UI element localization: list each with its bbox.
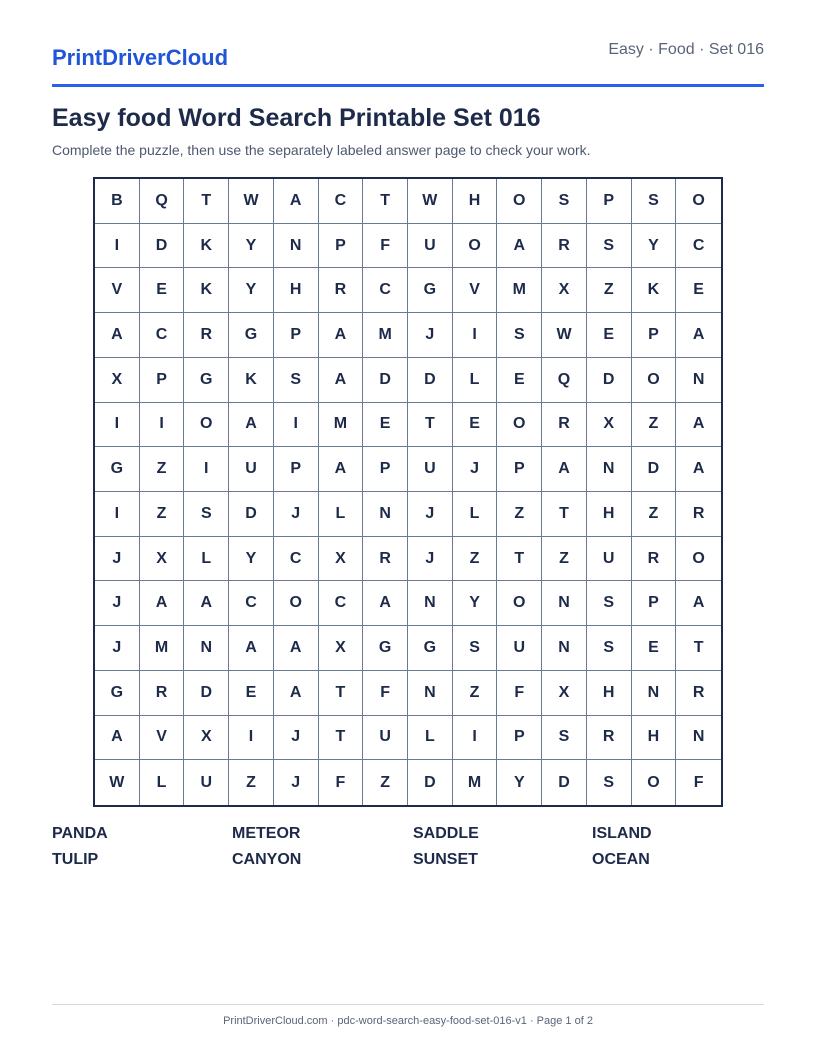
grid-cell: U — [229, 447, 274, 492]
grid-cell: E — [497, 358, 542, 403]
grid-cell: I — [453, 716, 498, 761]
grid-cell: E — [453, 403, 498, 448]
grid-cell: Y — [632, 224, 677, 269]
grid-cell: N — [676, 358, 721, 403]
grid-cell: A — [229, 626, 274, 671]
grid-cell: X — [587, 403, 632, 448]
grid-cell: R — [319, 268, 364, 313]
grid-cell: D — [408, 358, 453, 403]
grid-cell: S — [542, 716, 587, 761]
grid-cell: R — [587, 716, 632, 761]
grid-cell: M — [453, 760, 498, 805]
grid-cell: Z — [453, 671, 498, 716]
grid-cell: J — [95, 581, 140, 626]
grid-cell: P — [319, 224, 364, 269]
page-title: Easy food Word Search Printable Set 016 — [52, 104, 541, 132]
grid-cell: X — [184, 716, 229, 761]
grid-cell: F — [363, 671, 408, 716]
grid-cell: Z — [497, 492, 542, 537]
grid-cell: S — [587, 581, 632, 626]
grid-cell: O — [632, 760, 677, 805]
grid-cell: Q — [140, 179, 185, 224]
grid-cell: D — [229, 492, 274, 537]
grid-cell: H — [453, 179, 498, 224]
grid-cell: R — [140, 671, 185, 716]
grid-cell: N — [542, 581, 587, 626]
grid-cell: P — [497, 447, 542, 492]
grid-cell: U — [363, 716, 408, 761]
grid-cell: R — [363, 537, 408, 582]
grid-cell: A — [95, 716, 140, 761]
grid-cell: A — [184, 581, 229, 626]
grid-cell: P — [274, 313, 319, 358]
grid-cell: O — [497, 581, 542, 626]
grid-cell: I — [95, 492, 140, 537]
grid-cell: S — [497, 313, 542, 358]
grid-cell: S — [453, 626, 498, 671]
brand-logo[interactable]: PrintDriverCloud — [52, 45, 229, 70]
grid-cell: A — [363, 581, 408, 626]
grid-cell: R — [542, 403, 587, 448]
grid-cell: A — [676, 403, 721, 448]
grid-cell: O — [497, 179, 542, 224]
grid-cell: R — [676, 671, 721, 716]
grid-cell: E — [363, 403, 408, 448]
grid-cell: J — [408, 313, 453, 358]
word-search-grid — [93, 177, 723, 807]
word-list-item: OCEAN — [592, 851, 650, 868]
grid-cell: A — [319, 358, 364, 403]
grid-cell: P — [632, 581, 677, 626]
grid-cell: N — [408, 671, 453, 716]
grid-cell: A — [319, 447, 364, 492]
grid-cell: P — [363, 447, 408, 492]
grid-cell: T — [542, 492, 587, 537]
grid-cell: D — [587, 358, 632, 403]
grid-cell: R — [542, 224, 587, 269]
grid-cell: I — [95, 224, 140, 269]
grid-cell: G — [95, 447, 140, 492]
grid-cell: G — [229, 313, 274, 358]
grid-cell: J — [95, 626, 140, 671]
grid-cell: Z — [140, 492, 185, 537]
grid-cell: X — [319, 626, 364, 671]
grid-cell: A — [229, 403, 274, 448]
grid-cell: W — [229, 179, 274, 224]
grid-cell: K — [184, 224, 229, 269]
grid-cell: A — [274, 626, 319, 671]
grid-cell: C — [363, 268, 408, 313]
grid-cell: I — [274, 403, 319, 448]
grid-cell: T — [497, 537, 542, 582]
grid-cell: S — [587, 760, 632, 805]
grid-cell: A — [140, 581, 185, 626]
grid-cell: X — [95, 358, 140, 403]
grid-cell: F — [363, 224, 408, 269]
grid-cell: O — [497, 403, 542, 448]
grid-cell: P — [274, 447, 319, 492]
grid-cell: S — [587, 626, 632, 671]
grid-cell: O — [274, 581, 319, 626]
grid-cell: Z — [140, 447, 185, 492]
grid-cell: E — [140, 268, 185, 313]
grid-cell: Y — [229, 224, 274, 269]
word-list-item: TULIP — [52, 851, 99, 868]
grid-cell: T — [319, 671, 364, 716]
grid-cell: H — [587, 492, 632, 537]
grid-cell: K — [632, 268, 677, 313]
grid-cell: S — [542, 179, 587, 224]
grid-cell: T — [408, 403, 453, 448]
grid-cell: G — [363, 626, 408, 671]
grid-cell: O — [676, 537, 721, 582]
grid-cell: M — [363, 313, 408, 358]
grid-cell: N — [363, 492, 408, 537]
grid-cell: A — [676, 581, 721, 626]
grid-cell: N — [587, 447, 632, 492]
grid-cell: H — [274, 268, 319, 313]
grid-cell: D — [542, 760, 587, 805]
grid-cell: X — [542, 268, 587, 313]
grid-cell: L — [453, 358, 498, 403]
grid-cell: K — [184, 268, 229, 313]
grid-cell: T — [319, 716, 364, 761]
grid-cell: E — [587, 313, 632, 358]
word-list-item: METEOR — [232, 825, 301, 842]
grid-cell: Z — [632, 403, 677, 448]
grid-cell: I — [229, 716, 274, 761]
grid-cell: E — [229, 671, 274, 716]
grid-cell: I — [140, 403, 185, 448]
grid-cell: J — [274, 716, 319, 761]
grid-cell: A — [676, 447, 721, 492]
grid-cell: Z — [587, 268, 632, 313]
grid-cell: U — [587, 537, 632, 582]
grid-cell: Y — [229, 268, 274, 313]
grid-cell: C — [676, 224, 721, 269]
grid-cell: H — [587, 671, 632, 716]
grid-cell: F — [319, 760, 364, 805]
grid-cell: C — [229, 581, 274, 626]
grid-cell: O — [453, 224, 498, 269]
grid-cell: D — [408, 760, 453, 805]
grid-cell: F — [497, 671, 542, 716]
grid-cell: P — [587, 179, 632, 224]
grid-cell: D — [632, 447, 677, 492]
grid-cell: Z — [363, 760, 408, 805]
grid-cell: J — [453, 447, 498, 492]
grid-cell: P — [632, 313, 677, 358]
grid-cell: U — [497, 626, 542, 671]
grid-cell: M — [497, 268, 542, 313]
grid-cell: I — [184, 447, 229, 492]
grid-cell: P — [140, 358, 185, 403]
grid-cell: Y — [229, 537, 274, 582]
grid-cell: G — [95, 671, 140, 716]
grid-cell: X — [140, 537, 185, 582]
grid-cell: J — [274, 760, 319, 805]
grid-cell: Y — [453, 581, 498, 626]
grid-cell: A — [274, 671, 319, 716]
breadcrumb: Easy · Food · Set 016 — [608, 41, 764, 58]
grid-cell: L — [408, 716, 453, 761]
word-list-item: PANDA — [52, 825, 108, 842]
grid-cell: I — [453, 313, 498, 358]
grid-cell: D — [184, 671, 229, 716]
word-list-item: SADDLE — [413, 825, 479, 842]
grid-cell: A — [497, 224, 542, 269]
grid-cell: W — [95, 760, 140, 805]
grid-cell: G — [408, 268, 453, 313]
grid-cell: S — [184, 492, 229, 537]
grid-cell: Y — [497, 760, 542, 805]
grid-cell: S — [632, 179, 677, 224]
grid-cell: U — [408, 447, 453, 492]
grid-cell: O — [676, 179, 721, 224]
grid-cell: Z — [453, 537, 498, 582]
grid-cell: Z — [632, 492, 677, 537]
grid-cell: K — [229, 358, 274, 403]
grid-cell: L — [319, 492, 364, 537]
grid-cell: P — [497, 716, 542, 761]
grid-cell: Q — [542, 358, 587, 403]
page-header — [52, 38, 764, 87]
grid-cell: H — [632, 716, 677, 761]
grid-cell: Z — [542, 537, 587, 582]
page-footer: PrintDriverCloud.com · pdc-word-search-easy-food-set-016-v1 · Page 1 of 2 — [52, 1004, 764, 1027]
grid-cell: V — [140, 716, 185, 761]
grid-cell: C — [140, 313, 185, 358]
grid-cell: E — [632, 626, 677, 671]
grid-cell: X — [542, 671, 587, 716]
word-list-item: CANYON — [232, 851, 302, 868]
grid-cell: G — [408, 626, 453, 671]
grid-cell: W — [542, 313, 587, 358]
grid-cell: J — [408, 537, 453, 582]
grid-cell: T — [676, 626, 721, 671]
grid-cell: O — [632, 358, 677, 403]
grid-cell: T — [184, 179, 229, 224]
grid-cell: J — [274, 492, 319, 537]
grid-cell: A — [542, 447, 587, 492]
grid-cell: S — [274, 358, 319, 403]
grid-cell: R — [676, 492, 721, 537]
page-subtitle: Complete the puzzle, then use the separately labeled answer page to check your work. — [52, 142, 591, 158]
grid-cell: D — [363, 358, 408, 403]
grid-cell: J — [408, 492, 453, 537]
grid-cell: A — [676, 313, 721, 358]
grid-cell: S — [587, 224, 632, 269]
grid-cell: L — [140, 760, 185, 805]
grid-cell: V — [453, 268, 498, 313]
word-list-item: SUNSET — [413, 851, 478, 868]
grid-cell: C — [319, 179, 364, 224]
grid-cell: L — [453, 492, 498, 537]
grid-cell: N — [542, 626, 587, 671]
grid-cell: V — [95, 268, 140, 313]
word-list — [52, 825, 772, 871]
grid-cell: A — [274, 179, 319, 224]
grid-cell: C — [274, 537, 319, 582]
grid-cell: N — [632, 671, 677, 716]
grid-cell: I — [95, 403, 140, 448]
grid-cell: F — [693, 773, 704, 791]
grid-cell: T — [363, 179, 408, 224]
grid-cell: M — [319, 403, 364, 448]
grid-cell: A — [319, 313, 364, 358]
grid-cell: X — [319, 537, 364, 582]
grid-cell: U — [408, 224, 453, 269]
grid-cell: U — [184, 760, 229, 805]
word-list-item: ISLAND — [592, 825, 652, 842]
grid-cell: N — [184, 626, 229, 671]
grid-cell: O — [184, 403, 229, 448]
grid-cell: W — [408, 179, 453, 224]
grid-cell: L — [184, 537, 229, 582]
grid-cell: G — [184, 358, 229, 403]
grid-cell: B — [95, 179, 140, 224]
grid-cell: M — [140, 626, 185, 671]
grid-cell: R — [184, 313, 229, 358]
grid-cell: N — [408, 581, 453, 626]
grid-cell: D — [140, 224, 185, 269]
grid-cell: C — [319, 581, 364, 626]
grid-cell: Z — [229, 760, 274, 805]
grid-cell: E — [676, 268, 721, 313]
grid-cell: N — [676, 716, 721, 761]
grid-cell: R — [632, 537, 677, 582]
grid-cell: J — [95, 537, 140, 582]
grid-cell: N — [274, 224, 319, 269]
grid-cell: A — [95, 313, 140, 358]
